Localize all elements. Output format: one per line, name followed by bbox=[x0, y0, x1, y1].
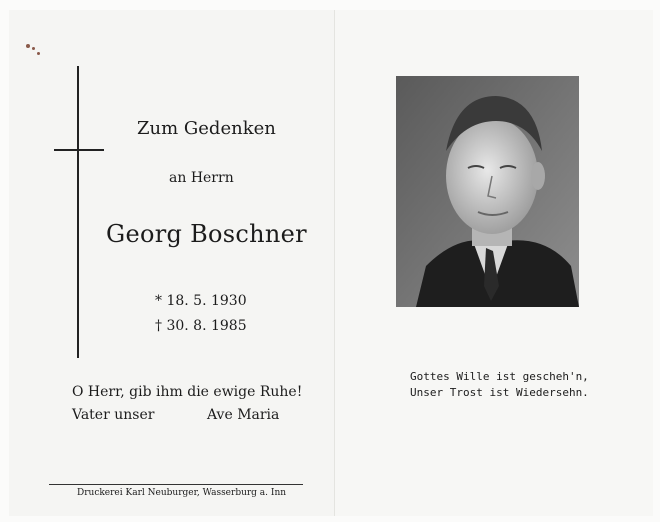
cross-icon-vertical-beam bbox=[77, 66, 79, 358]
memorial-heading: Zum Gedenken bbox=[137, 118, 276, 139]
printer-divider bbox=[49, 484, 303, 485]
prayer-line: O Herr, gib ihm die ewige Ruhe! bbox=[72, 384, 303, 400]
stain-spot bbox=[32, 47, 35, 50]
prayer-vater-unser: Vater unser bbox=[72, 407, 155, 423]
stain-spot bbox=[37, 52, 40, 55]
printer-imprint: Druckerei Karl Neuburger, Wasserburg a. Inn bbox=[77, 488, 287, 498]
cross-icon-horizontal-beam bbox=[54, 149, 104, 151]
deceased-name: Georg Boschner bbox=[106, 220, 307, 248]
birth-date: * 18. 5. 1930 bbox=[155, 293, 247, 309]
stain-spot bbox=[26, 44, 30, 48]
left-card-panel bbox=[9, 10, 335, 516]
quote-line-1: Gottes Wille ist gescheh'n, bbox=[410, 370, 589, 383]
prayer-ave-maria: Ave Maria bbox=[207, 407, 280, 423]
portrait-photo-illustration bbox=[396, 76, 579, 307]
memorial-subheading: an Herrn bbox=[169, 170, 234, 186]
portrait-photo bbox=[396, 76, 579, 307]
quote-line-2: Unser Trost ist Wiedersehn. bbox=[410, 386, 589, 399]
death-date: † 30. 8. 1985 bbox=[155, 318, 247, 334]
